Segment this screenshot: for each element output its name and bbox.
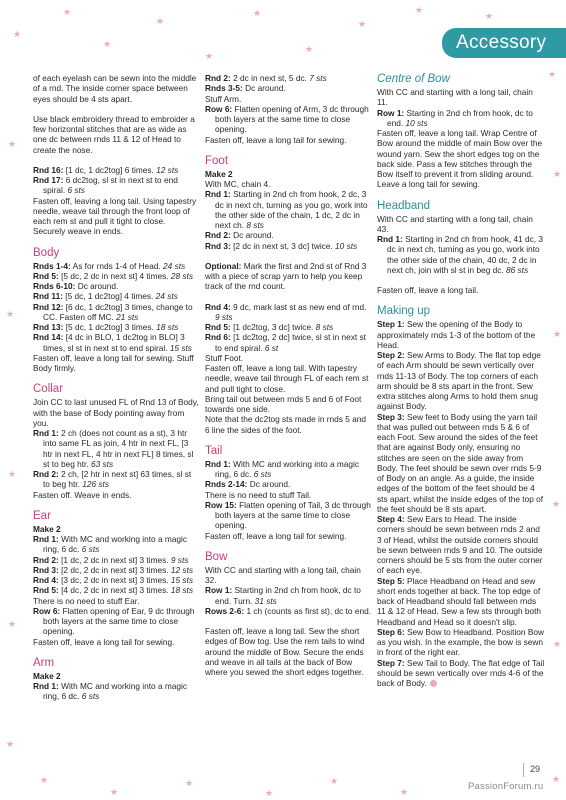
- instruction-row: Rnd 1: With MC and working into a magic ring, 6 dc. 6 sts: [33, 534, 188, 555]
- paragraph: Stuff Arm.: [205, 93, 242, 104]
- instruction-row: Rnds 2-14: Dc around.: [205, 479, 291, 490]
- section-heading-making-up: Making up: [377, 305, 431, 318]
- note: Optional: Mark the first and 2nd st of Rnd 3 with a piece of scrap yarn to help you keep track of the rnd count.: [205, 260, 367, 292]
- paragraph: Fasten off, leave a long tail. With tapestry needle, weave tail through FL of each rem st and pull tight to close.: [205, 363, 369, 394]
- instruction-row: Rnd 16: [1 dc, 1 dc2tog] 6 times. 12 sts: [33, 164, 179, 175]
- instruction-row: Rnd 1: Starting in 2nd ch from hook, 41 dc, 3 dc in next ch, turning as you go, work into the other side of the chain, 40 dc, 2 dc in next ch, join with sl st in beg dc. 86 sts: [377, 234, 544, 275]
- section-tab: Accessory: [442, 28, 566, 58]
- star-icon: ★: [253, 8, 262, 18]
- instruction-row: Row 1: Starting in 2nd ch from hook, dc to end. Turn. 31 sts: [205, 585, 361, 606]
- step: Step 3: Sew feet to Body using the yarn tail that was pulled out between rnds 5 & 6 of each Foot. Sew around the sides of the feet that are against Body only, ensuring no stitches are seen on the side away from Body. The feet should be sewn over rnds 5-9 of Body on an angle. As a guide, the inside edges of the bottom of the feet should be 4 sts apart, whilst the inside edges of the top of the feet should be 8 sts apart.: [377, 411, 544, 514]
- instruction-row: Rows 2-6: 1 ch (counts as first st), dc to end.: [205, 605, 371, 616]
- paragraph: There is no need to stuff Tail.: [205, 489, 312, 500]
- star-icon: ★: [553, 169, 562, 179]
- star-icon: ★: [552, 774, 561, 784]
- star-icon: ★: [553, 639, 562, 649]
- paragraph: Fasten off. Weave in ends.: [33, 489, 132, 500]
- star-icon: ★: [8, 139, 17, 149]
- instruction-row: Rnd 1: Starting in 2nd ch from hook, 2 dc, 3 dc in next ch, turning as you go, work into the other side of the chain, 1 dc, 2 dc in next ch. 8 sts: [205, 189, 368, 230]
- instruction-row: Rnd 5: [1 dc2tog, 3 dc] twice. 8 sts: [205, 322, 334, 332]
- star-icon: ★: [6, 739, 15, 749]
- make-count: Make 2: [33, 523, 61, 534]
- instruction-row: Rnd 1: With MC and working into a magic ring, 6 dc. 6 sts: [33, 681, 188, 702]
- section-heading-centre-of-bow: Centre of Bow: [377, 73, 450, 85]
- step: Step 7: Sew Tail to Body. The flat edge of Tail should be sewn vertically over rnds 4-6 of the back of Body.: [377, 657, 545, 688]
- instruction-row: Rnds 6-10: Dc around.: [33, 281, 119, 291]
- instruction-row: Rnd 2: 2 ch, [2 htr in next st] 63 times, sl st to beg htr. 126 sts: [33, 469, 192, 490]
- page-number: 29: [530, 764, 541, 774]
- instruction-row: Rnd 5: [5 dc, 2 dc in next st] 4 times. 28 sts: [33, 270, 194, 281]
- paragraph: Fasten off, leaving a long tail. Using tapestry needle, weave tail through the front loop of each rem st and pull it tight to close. Securely weave in ends.: [33, 195, 197, 237]
- star-icon: ★: [8, 469, 17, 479]
- star-icon: ★: [552, 499, 561, 509]
- star-icon: ★: [6, 309, 15, 319]
- instruction-row: Row 6: Flatten opening of Ear, 9 dc through both layers at the same time to close opening.: [33, 605, 195, 637]
- star-icon: ★: [110, 787, 119, 797]
- instruction-row: Row 15: Flatten opening of Tail, 3 dc through both layers at the same time to close opening.: [205, 499, 371, 531]
- star-icon: ★: [548, 69, 557, 79]
- paragraph: With CC and starting with a long tail, chain 32.: [205, 564, 361, 585]
- instruction-row: Rnd 3: [2 dc in next st, 3 dc] twice. 10 sts: [205, 240, 358, 251]
- paragraph: With CC and starting with a long tail, chain 43.: [377, 213, 533, 234]
- make-count: Make 2: [33, 670, 61, 681]
- star-icon: ★: [265, 788, 274, 798]
- paragraph: Fasten off, leave a long tail for sewing.: [205, 530, 347, 541]
- star-icon: ★: [205, 51, 214, 61]
- section-heading-headband: Headband: [377, 199, 431, 212]
- watermark: PassionForum.ru: [468, 781, 544, 792]
- instruction-row: Rnd 3: [2 dc, 2 dc in next st] 3 times. 12 sts: [33, 564, 194, 575]
- section-heading-foot: Foot: [205, 154, 229, 167]
- paragraph: of each eyelash can be sewn into the middle of a rnd. The inside corner space between eyes should be 4 sts apart.: [33, 73, 197, 104]
- step: Step 4: Sew Ears to Head. The inside corners should be sewn between rnds 2 and 3 of Head, whilst the outside corners should be sewn between rnds 9 and 10. The outside corners should be 5 sts from the outer corner of each eye.: [377, 514, 543, 576]
- make-count: Make 2: [205, 168, 233, 179]
- paragraph: With CC and starting with a long tail, chain 11.: [377, 87, 533, 108]
- instruction-row: Rnd 4: [3 dc, 2 dc in next st] 3 times. 15 sts: [33, 575, 194, 585]
- instruction-row: Rnd 11: [5 dc, 1 dc2tog] 4 times. 24 sts: [33, 291, 178, 302]
- column-3: [377, 73, 545, 688]
- paragraph: Join CC to last unused FL of Rnd 13 of Body, with the base of Body pointing away from you.: [33, 397, 199, 428]
- paragraph: Note that the dc2tog sts made in rnds 5 and 6 line the sides of the foot.: [205, 414, 366, 435]
- paragraph: Fasten off, leave a long tail. Sew the short edges of Bow tog. Use the rem tails to wind around the middle of Bow. Secure the ends and weave in all tails at the back of Bow where you sewed the short edges together.: [205, 626, 365, 677]
- step: Step 2: Sew Arms to Body. The flat top edge of each Arm should be sewn vertically over rnds 11-13 of Body. The top corners of each arm should be 8 sts apart in the front. Sew extra stitches along Arms to hold them snug against Body.: [377, 350, 541, 412]
- instruction-row: Rnd 2: 2 dc in next st, 5 dc. 7 sts: [205, 73, 327, 83]
- end-dot-icon: [430, 680, 437, 687]
- instruction-row: Rnd 4: 9 dc, mark last st as new end of rnd. 9 sts: [205, 301, 367, 322]
- instruction-row: Rnd 13: [5 dc, 1 dc2tog] 3 times. 18 sts: [33, 322, 179, 332]
- instruction-row: Rnd 1: With MC and working into a magic ring, 6 dc. 6 sts: [205, 458, 360, 479]
- section-heading-ear: Ear: [33, 509, 51, 522]
- instruction-row: Row 1: Starting in 2nd ch from hook, dc to end. 10 sts: [377, 107, 533, 128]
- instruction-row: Rnd 12: [6 dc, 1 dc2tog] 3 times, change to CC. Fasten off MC. 21 sts: [33, 301, 193, 322]
- star-icon: ★: [415, 5, 424, 15]
- footer-divider: [523, 763, 524, 777]
- instruction-row: Rnd 5: [4 dc, 2 dc in next st] 3 times. 18 sts: [33, 585, 194, 596]
- instruction-row: Rnds 1-4: As for rnds 1-4 of Head. 24 sts: [33, 260, 186, 271]
- star-icon: ★: [103, 39, 112, 49]
- instruction-row: Rnds 3-5: Dc around.: [205, 83, 286, 94]
- instruction-row: Row 6: Flatten opening of Arm, 3 dc through both layers at the same time to close opening.: [205, 103, 369, 135]
- star-icon: ★: [553, 329, 562, 339]
- instruction-row: Rnd 6: [1 dc2tog, 2 dc] twice, sl st in next st to end spiral. 6 st: [205, 332, 366, 353]
- section-heading-tail: Tail: [205, 444, 223, 457]
- step: Step 5: Place Headband on Head and sew short ends together at back. The top edge of back of Headband should fall between rnds 11 & 12 of Head. Sew a few sts through both Headband and Head so it doesn't slip.: [377, 575, 542, 627]
- paragraph: Fasten off, leave a long tail for sewing.: [205, 134, 347, 145]
- star-icon: ★: [305, 44, 314, 54]
- step: Step 6: Sew Bow to Headband. Position Bow as you wish. In the example, the bow is sewn in front of the right ear.: [377, 626, 544, 658]
- instruction-row: Rnd 14: [4 dc in BLO, 1 dc2tog in BLO] 3 times, sl st in next st to end spiral. 15 sts: [33, 332, 192, 353]
- instruction-row: Rnd 2: Dc around.: [205, 230, 274, 241]
- star-icon: ★: [485, 11, 494, 21]
- column-1: [33, 73, 199, 702]
- star-icon: ★: [185, 778, 194, 788]
- step: Step 1: Sew the opening of the Body to approximately rnds 1-3 of the bottom of the Head.: [377, 319, 536, 350]
- section-heading-body: Body: [33, 246, 60, 259]
- star-icon: ★: [8, 619, 17, 629]
- paragraph: Fasten off, leave a long tail for sewing. Stuff Body firmly.: [33, 352, 194, 373]
- section-heading-arm: Arm: [33, 656, 55, 669]
- paragraph: Fasten off, leave a long tail for sewing.: [33, 636, 175, 647]
- star-icon: ★: [156, 16, 165, 26]
- paragraph: Fasten off, leave a long tail.: [377, 285, 479, 295]
- star-icon: ★: [400, 787, 409, 797]
- paragraph: Stuff Foot.: [205, 352, 244, 363]
- instruction-row: Rnd 1: 2 ch (does not count as a st), 3 htr into same FL as join, 4 htr in next FL, [3 htr in next FL, 4 htr in next FL] 8 times, sl st to beg htr. 63 sts: [33, 428, 194, 469]
- section-heading-collar: Collar: [33, 383, 64, 396]
- star-icon: ★: [13, 29, 22, 39]
- star-icon: ★: [63, 7, 72, 17]
- star-icon: ★: [330, 776, 339, 786]
- column-2: [205, 73, 371, 687]
- paragraph: Bring tail out between rnds 5 and 6 of Foot towards one side.: [205, 393, 362, 414]
- instruction-row: Rnd 17: 6 dc2tog, sl st in next st to end spiral. 6 sts: [33, 175, 178, 196]
- paragraph: There is no need to stuff Ear.: [33, 595, 140, 606]
- paragraph: With MC, chain 4.: [205, 179, 271, 189]
- star-icon: ★: [40, 775, 49, 785]
- star-icon: ★: [358, 19, 367, 29]
- section-heading-bow: Bow: [205, 550, 228, 563]
- paragraph: Use black embroidery thread to embroider a few horizontal stitches that are as wide as one dc between rnds 11 & 12 of Head to create the nose.: [33, 113, 195, 155]
- instruction-row: Rnd 2: [1 dc, 2 dc in next st] 3 times. 9 sts: [33, 554, 189, 565]
- paragraph: Fasten off, leave a long tail. Wrap Centre of Bow around the middle of main Bow over the wound yarn. Sew the short edges tog on the back side. Pass a few stitches through the Bow itself to prevent it from sliding around. Leave a long tail for sewing.: [377, 128, 543, 190]
